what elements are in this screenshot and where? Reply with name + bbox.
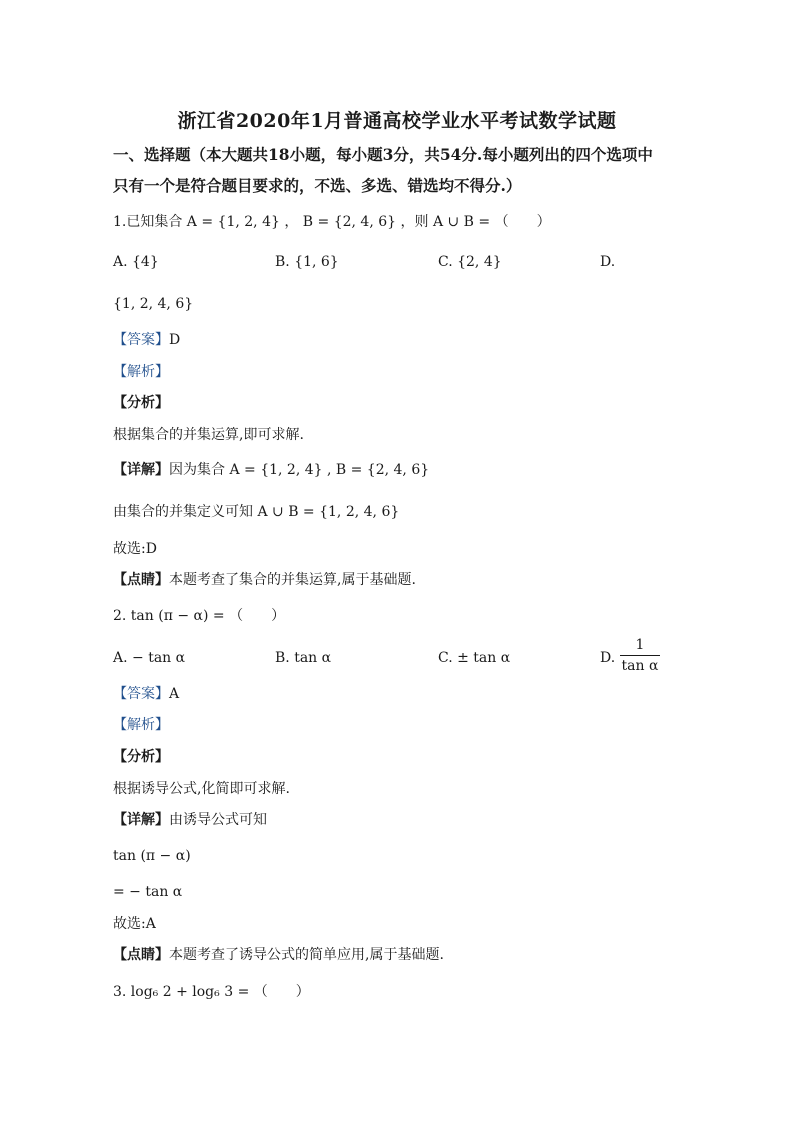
q2-option-d: D. <box>600 650 616 666</box>
q2-comment-line <box>113 945 444 965</box>
q1-comment-text: 本题考查了集合的并集运算,属于基础题. <box>169 572 416 588</box>
section-heading-line1: 一、选择题（本大题共18小题，每小题3分，共54分.每小题列出的四个选项中 <box>113 145 653 164</box>
detail-label: 【详解】 <box>113 812 169 828</box>
q2-fenxi-label: 【分析】 <box>113 749 169 765</box>
comment-label: 【点睛】 <box>113 572 169 588</box>
q1-option-a: A. {4} <box>113 254 159 270</box>
fraction-denominator: tan α <box>621 658 659 674</box>
q2-comment-text: 本题考查了诱导公式的简单应用,属于基础题. <box>169 947 444 963</box>
q2-option-d-fraction <box>620 636 660 674</box>
q1-fenxi-text: 根据集合的并集运算,即可求解. <box>113 427 304 443</box>
q1-choice: 故选:D <box>113 541 157 557</box>
q2-detail-text: 由诱导公式可知 <box>169 812 267 828</box>
q1-option-d: D. <box>600 254 616 270</box>
q2-option-a: A. − tan α <box>113 650 186 666</box>
question-2-stem: 2. tan (π − α) = （ ） <box>113 608 286 624</box>
question-3-stem: 3. log₆ 2 + log₆ 3 = （ ） <box>113 984 310 1000</box>
detail-label: 【详解】 <box>113 462 169 478</box>
comment-label: 【点睛】 <box>113 947 169 963</box>
watermark <box>602 764 613 790</box>
q2-option-b: B. tan α <box>275 650 332 666</box>
q1-fenxi-label: 【分析】 <box>113 395 169 411</box>
page-title: 浙江省2020年1月普通高校学业水平考试数学试题 <box>177 110 617 132</box>
q1-answer: D <box>169 332 181 348</box>
answer-label: 【答案】 <box>113 686 169 702</box>
q2-fenxi-text: 根据诱导公式,化简即可求解. <box>113 781 290 797</box>
q1-answer-line <box>113 330 180 350</box>
q1-analysis-label: 【解析】 <box>113 364 169 380</box>
q2-answer: A <box>169 686 180 702</box>
fraction-numerator: 1 <box>635 637 645 653</box>
q1-option-d-value: {1, 2, 4, 6} <box>113 296 194 312</box>
q2-option-c: C. ± tan α <box>438 650 511 666</box>
q1-detail-text: 因为集合 A = {1, 2, 4} , B = {2, 4, 6} <box>169 462 430 478</box>
q2-analysis-label: 【解析】 <box>113 717 169 733</box>
question-1-stem: 1.已知集合 A = {1, 2, 4} ， B = {2, 4, 6} ，则 A ∪ B = （ ） <box>113 214 551 230</box>
q1-option-b: B. {1, 6} <box>275 254 339 270</box>
q2-answer-line <box>113 684 179 704</box>
q2-step-2: = − tan α <box>113 884 183 900</box>
fraction-bar <box>620 655 660 656</box>
answer-label: 【答案】 <box>113 332 169 348</box>
q2-choice: 故选:A <box>113 916 156 932</box>
q1-step: 由集合的并集定义可知 A ∪ B = {1, 2, 4, 6} <box>113 504 400 520</box>
section-heading-line2: 只有一个是符合题目要求的，不选、多选、错选均不得分.） <box>113 176 522 195</box>
q2-detail-line <box>113 810 267 830</box>
q1-detail-line <box>113 460 429 480</box>
q2-step-1: tan (π − α) <box>113 848 191 864</box>
q1-option-c: C. {2, 4} <box>438 254 502 270</box>
q1-comment-line <box>113 570 416 590</box>
